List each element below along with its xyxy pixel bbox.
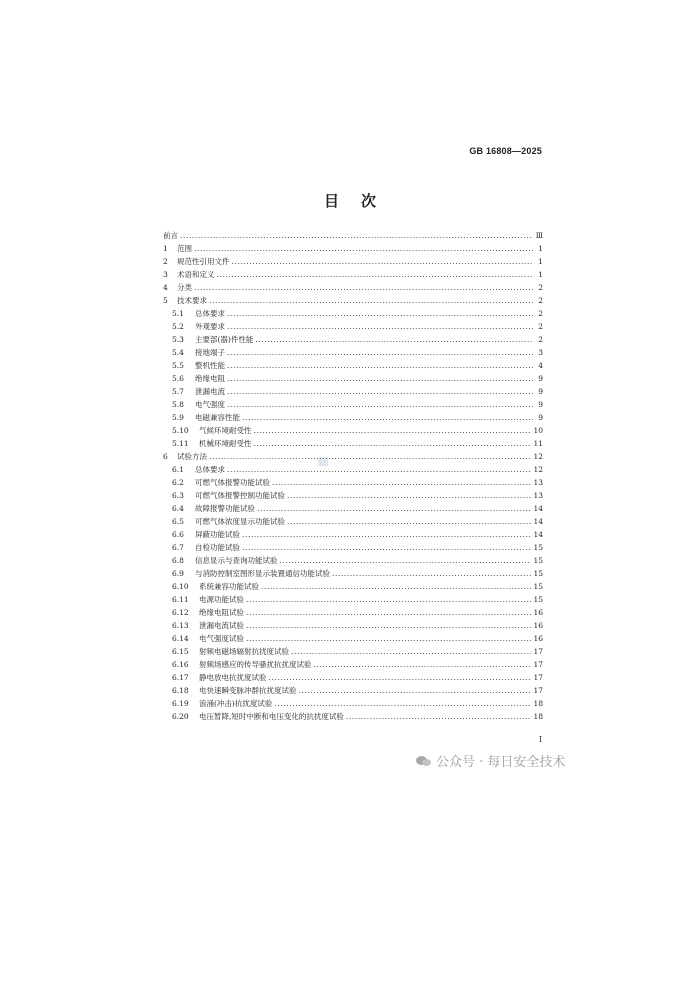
- toc-entry[interactable]: [163, 281, 543, 294]
- toc-leader-dots: [194, 281, 533, 294]
- toc-entry-page: 9: [538, 374, 543, 383]
- toc-entry-number: 1: [163, 244, 168, 253]
- toc-leader-dots: [209, 294, 533, 307]
- toc-entry[interactable]: [163, 632, 543, 645]
- toc-entry[interactable]: [163, 528, 543, 541]
- toc-entry-label: 绝缘电阻试验: [199, 608, 244, 617]
- toc-entry[interactable]: [163, 450, 543, 463]
- toc-entry-number: 4: [163, 283, 168, 292]
- toc-entry-page: 4: [538, 361, 543, 370]
- toc-entry[interactable]: [163, 424, 543, 437]
- toc-leader-dots: [227, 346, 533, 359]
- toc-leader-dots: [227, 320, 533, 333]
- toc-entry-label: 规范性引用文件: [177, 257, 230, 266]
- toc-entry-label: 机械环境耐受性: [199, 439, 252, 448]
- toc-entry-page: 9: [538, 387, 543, 396]
- toc-leader-dots: [287, 489, 531, 502]
- toc-entry-page: 1: [538, 244, 543, 253]
- toc-entry-page: 15: [533, 556, 543, 565]
- toc-entry-number: 6.3: [172, 491, 184, 500]
- toc-leader-dots: [332, 567, 531, 580]
- toc-entry-label: 分类: [177, 283, 192, 292]
- toc-leader-dots: [254, 424, 532, 437]
- toc-entry-number: 6: [163, 452, 168, 461]
- toc-entry-number: 6.12: [172, 608, 189, 617]
- toc-entry[interactable]: [163, 554, 543, 567]
- toc-entry-number: 5.10: [172, 426, 189, 435]
- toc-entry-number: 6.2: [172, 478, 184, 487]
- toc-leader-dots: [314, 658, 532, 671]
- toc-entry-label: 泄漏电流试验: [199, 621, 244, 630]
- toc-entry[interactable]: [163, 372, 543, 385]
- toc-entry-label: 可燃气体浓度显示功能试验: [195, 517, 285, 526]
- wechat-icon: [416, 755, 432, 767]
- table-of-contents: [163, 229, 543, 723]
- toc-entry[interactable]: [163, 255, 543, 268]
- toc-entry-label: 泄漏电流: [195, 387, 225, 396]
- toc-entry-number: 5.2: [172, 322, 184, 331]
- toc-leader-dots: [242, 528, 531, 541]
- standard-code: GB 16808—2025: [469, 146, 542, 156]
- toc-entry-page: 10: [533, 426, 543, 435]
- toc-entry-number: 6.17: [172, 673, 189, 682]
- toc-entry-number: 6.11: [172, 595, 189, 604]
- toc-entry[interactable]: [163, 268, 543, 281]
- toc-leader-dots: [246, 619, 531, 632]
- toc-leader-dots: [180, 229, 533, 242]
- toc-entry-page: 2: [538, 309, 543, 318]
- toc-entry-number: 3: [163, 270, 168, 279]
- toc-entry-number: 6.4: [172, 504, 184, 513]
- toc-entry[interactable]: [163, 710, 543, 723]
- toc-entry[interactable]: [163, 515, 543, 528]
- toc-entry-page: 1: [538, 270, 543, 279]
- toc-entry[interactable]: [163, 333, 543, 346]
- toc-leader-dots: [227, 398, 533, 411]
- toc-leader-dots: [257, 502, 531, 515]
- toc-entry-number: 6.10: [172, 582, 189, 591]
- toc-entry[interactable]: [163, 242, 543, 255]
- toc-entry-number: 6.7: [172, 543, 184, 552]
- toc-leader-dots: [261, 580, 531, 593]
- toc-entry-number: 5: [163, 296, 168, 305]
- toc-leader-dots: [246, 593, 531, 606]
- toc-leader-dots: [227, 307, 533, 320]
- toc-entry-label: 电气强度试验: [199, 634, 244, 643]
- toc-entry-number: 6.13: [172, 621, 189, 630]
- toc-entry[interactable]: [163, 489, 543, 502]
- toc-entry-number: 6.14: [172, 634, 189, 643]
- toc-entry-label: 故障报警功能试验: [195, 504, 255, 513]
- toc-entry-number: 5.8: [172, 400, 184, 409]
- toc-entry[interactable]: [163, 697, 543, 710]
- toc-leader-dots: [255, 333, 533, 346]
- toc-entry[interactable]: [163, 307, 543, 320]
- toc-entry-label: 电压暂降,短时中断和电压变化的抗扰度试验: [199, 712, 344, 721]
- toc-leader-dots: [227, 463, 531, 476]
- toc-entry-label: 试验方法: [177, 452, 207, 461]
- toc-entry-label: 可燃气体报警控制功能试验: [195, 491, 285, 500]
- toc-entry-page: 17: [533, 673, 543, 682]
- toc-entry-number: 5.1: [172, 309, 184, 318]
- toc-leader-dots: [346, 710, 532, 723]
- toc-entry-page: 2: [538, 296, 543, 305]
- toc-entry-page: 15: [533, 569, 543, 578]
- toc-entry-page: 14: [533, 504, 543, 513]
- toc-entry-number: 5.11: [172, 439, 189, 448]
- toc-entry[interactable]: [163, 437, 543, 450]
- toc-entry-page: 9: [538, 413, 543, 422]
- toc-entry-label: 信息显示与查询功能试验: [195, 556, 278, 565]
- toc-leader-dots: [246, 632, 531, 645]
- toc-entry-number: 6.19: [172, 699, 189, 708]
- toc-leader-dots: [269, 671, 532, 684]
- toc-entry-number: 6.18: [172, 686, 189, 695]
- toc-leader-dots: [227, 385, 533, 398]
- toc-entry[interactable]: [163, 359, 543, 372]
- toc-leader-dots: [194, 242, 533, 255]
- toc-entry-page: 2: [538, 322, 543, 331]
- toc-entry-label: 射频电磁场辐射抗扰度试验: [199, 647, 289, 656]
- toc-entry[interactable]: [163, 684, 543, 697]
- toc-entry[interactable]: [163, 463, 543, 476]
- toc-entry-label: 电快速瞬变脉冲群抗扰度试验: [199, 686, 297, 695]
- toc-entry-page: 16: [533, 634, 543, 643]
- toc-entry-label: 自检功能试验: [195, 543, 240, 552]
- toc-entry[interactable]: [163, 476, 543, 489]
- toc-entry-page: 15: [533, 582, 543, 591]
- toc-entry-number: 5.6: [172, 374, 184, 383]
- toc-entry-page: 12: [533, 465, 543, 474]
- toc-entry-number: 6.5: [172, 517, 184, 526]
- toc-entry[interactable]: [163, 580, 543, 593]
- toc-entry[interactable]: [163, 645, 543, 658]
- watermark: [416, 751, 565, 770]
- toc-entry-page: 14: [533, 530, 543, 539]
- toc-entry-label: 电气强度: [195, 400, 225, 409]
- toc-entry[interactable]: [163, 619, 543, 632]
- toc-leader-dots: [272, 476, 531, 489]
- toc-entry-number: 5.4: [172, 348, 184, 357]
- toc-entry[interactable]: [163, 385, 543, 398]
- toc-entry[interactable]: [163, 346, 543, 359]
- toc-entry-number: 前言: [163, 231, 178, 240]
- page-number: Ⅰ: [539, 735, 543, 744]
- toc-entry-number: 6.16: [172, 660, 189, 669]
- toc-entry-number: 5.5: [172, 361, 184, 370]
- toc-leader-dots: [280, 554, 532, 567]
- toc-entry-page: 12: [533, 452, 543, 461]
- toc-entry-page: 15: [533, 543, 543, 552]
- toc-entry[interactable]: [163, 593, 543, 606]
- toc-entry[interactable]: [163, 411, 543, 424]
- toc-entry-number: 6.9: [172, 569, 184, 578]
- watermark-text: 公众号 · 每日安全技术: [436, 755, 566, 770]
- toc-entry-label: 电源功能试验: [199, 595, 244, 604]
- toc-entry-page: 1: [538, 257, 543, 266]
- toc-entry-label: 气候环境耐受性: [199, 426, 252, 435]
- toc-entry-label: 范围: [177, 244, 192, 253]
- toc-entry-page: 18: [533, 712, 543, 721]
- toc-entry-number: 6.6: [172, 530, 184, 539]
- toc-entry[interactable]: [163, 502, 543, 515]
- toc-leader-dots: [227, 372, 533, 385]
- toc-entry-label: 总体要求: [195, 465, 225, 474]
- toc-leader-dots: [227, 359, 533, 372]
- toc-entry-label: 系统兼容功能试验: [199, 582, 259, 591]
- toc-leader-dots: [242, 541, 531, 554]
- toc-entry-page: 13: [533, 491, 543, 500]
- toc-entry[interactable]: [163, 567, 543, 580]
- toc-entry-label: 接地端子: [195, 348, 225, 357]
- toc-leader-dots: [291, 645, 531, 658]
- toc-leader-dots: [254, 437, 532, 450]
- toc-entry-page: 2: [538, 335, 543, 344]
- toc-entry-label: 射频场感应的传导骚扰抗扰度试验: [199, 660, 312, 669]
- toc-entry-label: 整机性能: [195, 361, 225, 370]
- toc-entry-label: 可燃气体报警功能试验: [195, 478, 270, 487]
- toc-entry[interactable]: [163, 671, 543, 684]
- toc-entry[interactable]: [163, 606, 543, 619]
- toc-entry-label: 静电放电抗扰度试验: [199, 673, 267, 682]
- toc-leader-dots: [246, 606, 531, 619]
- toc-leader-dots: [242, 411, 533, 424]
- toc-entry-page: 13: [533, 478, 543, 487]
- toc-entry-page: 3: [538, 348, 543, 357]
- toc-entry-number: 6.20: [172, 712, 189, 721]
- toc-leader-dots: [209, 450, 531, 463]
- toc-entry-label: 绝缘电阻: [195, 374, 225, 383]
- toc-entry[interactable]: [163, 294, 543, 307]
- toc-entry-label: 总体要求: [195, 309, 225, 318]
- toc-entry-label: 与消防控制室图形显示装置通信功能试验: [195, 569, 330, 578]
- toc-entry-page: 16: [533, 621, 543, 630]
- toc-entry[interactable]: [163, 229, 543, 242]
- toc-leader-dots: [217, 268, 534, 281]
- toc-entry-page: 9: [538, 400, 543, 409]
- toc-entry-page: 17: [533, 647, 543, 656]
- toc-entry-label: 术语和定义: [177, 270, 215, 279]
- toc-entry-page: 14: [533, 517, 543, 526]
- toc-leader-dots: [274, 697, 531, 710]
- toc-leader-dots: [287, 515, 531, 528]
- toc-entry-number: 6.1: [172, 465, 184, 474]
- toc-entry-page: Ⅲ: [535, 231, 543, 240]
- toc-entry-label: 电磁兼容性能: [195, 413, 240, 422]
- toc-entry-page: 17: [533, 686, 543, 695]
- toc-leader-dots: [232, 255, 534, 268]
- toc-entry-page: 2: [538, 283, 543, 292]
- toc-entry-page: 17: [533, 660, 543, 669]
- toc-leader-dots: [299, 684, 532, 697]
- toc-entry[interactable]: [163, 658, 543, 671]
- toc-entry-page: 16: [533, 608, 543, 617]
- toc-entry-page: 15: [533, 595, 543, 604]
- toc-entry-number: 5.3: [172, 335, 184, 344]
- toc-entry-page: 11: [533, 439, 543, 448]
- toc-entry-number: 5.7: [172, 387, 184, 396]
- toc-entry-number: 2: [163, 257, 168, 266]
- toc-entry-label: 浪涌(冲击)抗扰度试验: [199, 699, 273, 708]
- toc-entry-number: 5.9: [172, 413, 184, 422]
- toc-entry-page: 18: [533, 699, 543, 708]
- toc-entry-label: 主要部(器)件性能: [195, 335, 254, 344]
- toc-entry-label: 技术要求: [177, 296, 207, 305]
- toc-entry-number: 6.15: [172, 647, 189, 656]
- page-title: 目次: [323, 192, 398, 210]
- toc-entry[interactable]: [163, 320, 543, 333]
- toc-entry-number: 6.8: [172, 556, 184, 565]
- toc-entry[interactable]: [163, 398, 543, 411]
- toc-entry-label: 外观要求: [195, 322, 225, 331]
- toc-entry[interactable]: [163, 541, 543, 554]
- toc-entry-label: 屏蔽功能试验: [195, 530, 240, 539]
